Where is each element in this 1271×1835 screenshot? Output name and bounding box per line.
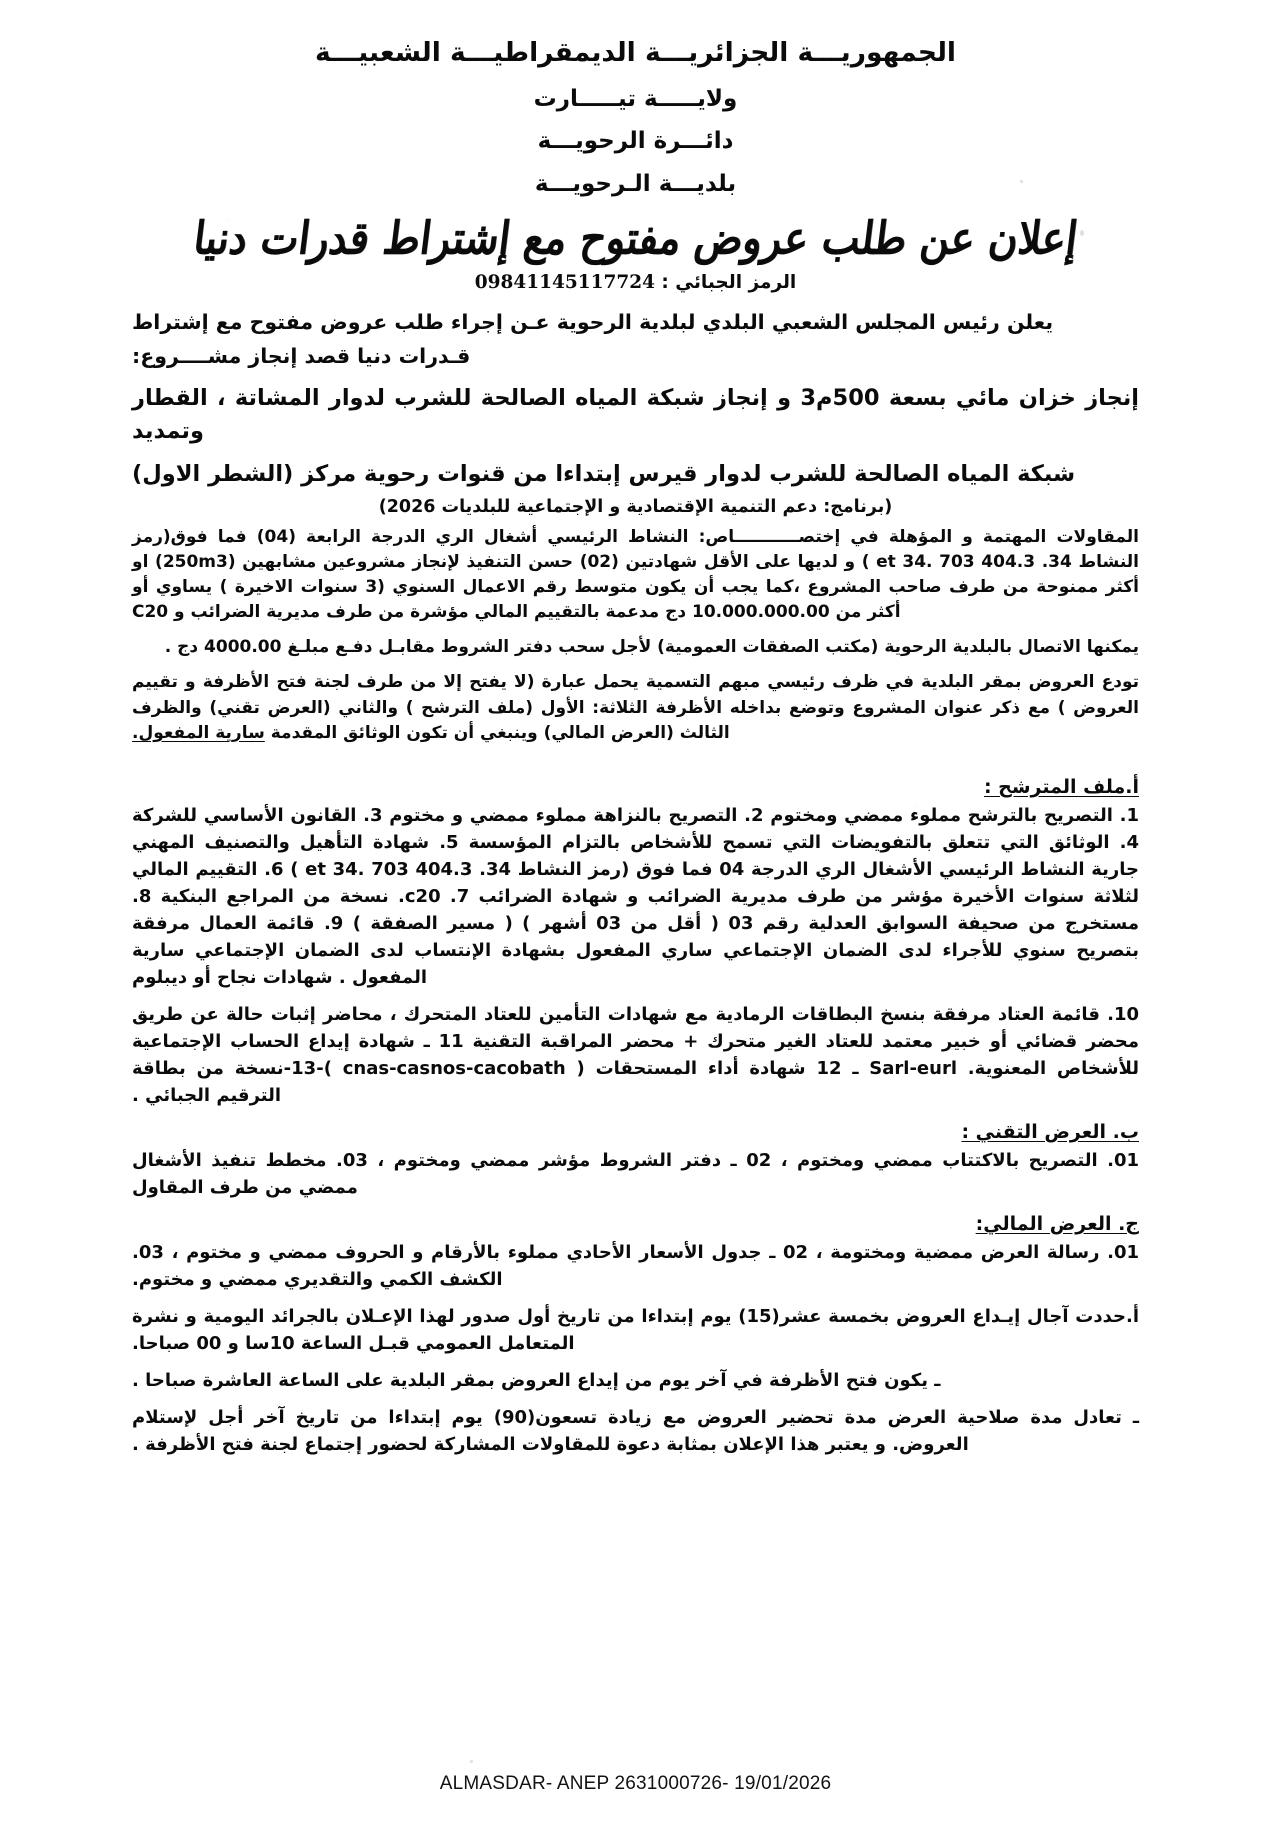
intro-line-2: قـدرات دنيا قصد إنجاز مشــــروع: xyxy=(132,344,471,369)
intro-line-1: يعلن رئيس المجلس الشعبي البلدي لبلدية الرحوية عـن إجراء طلب عروض مفتوح مع إشتراط xyxy=(132,309,1054,334)
tax-code-line xyxy=(132,272,1139,293)
candidate-file-items-cont: 10. قائمة العتاد مرفقة بنسخ البطاقات الرمادية مع شهادات التأمين للعتاد المتحرك ، محاضر إثبات حالة عن طريق محضر قضائي أو خبير معتمد للعتاد الغير متحرك + محضر المراقبة التقنية 11 ـ شهادة إيداع الحساب الإجتماعية للأشخاص المعنوية. Sarl-eurl ـ 12 شهادة أداء المستحقات ( cnas-casnos-cacobath )-13-نسخة من بطاقة الترقيم الجبائي . xyxy=(132,1003,1140,1106)
tax-code-number: 09841145117724 xyxy=(474,271,655,293)
technical-offer-items: 01. التصريح بالاكتتاب ممضي ومختوم ، 02 ـ دفتر الشروط مؤشر ممضي ومختوم ، 03. مخطط تنفيذ الأشغال ممضي من طرف المقاول xyxy=(132,1149,1140,1198)
candidate-file-items: 1. التصريح بالترشح مملوء ممضي ومختوم 2. التصريح بالنزاهة مملوء ممضي و مختوم 3. القانون الأساسي للشركة 4. الوثائق التي تتعلق بالتفويضات التي تسمح للأشخاص بالتزام المؤسسة 5. شهادة التأهيل والتصنيف المهني جارية النشاط الرئيسي الأشغال الري الدرجة 04 فما فوق (رمز النشاط 34. 404.3 et 34. 703 ) 6. التقييم المالي لثلاثة سنوات الأخيرة مؤشر من طرف مديرية الضرائب و شهادة الضرائب c20 .7. نسخة من المراجع البنكية 8. مستخرج من صحيفة السوابق العدلية رقم 03 ( أقل من 03 أشهر ) ( مسير الصفقة ) 9. قائمة العمال مرفقة بتصريح سنوي للأجراء لدى الضمان الإجتماعي ساري المفعول بشهادة الإنتساب لدى الضمان الإجتماعي سارية المفعول . شهادات نجاح أو ديبلوم xyxy=(132,804,1140,988)
candidate-file-heading: أ.ملف المترشح : xyxy=(983,775,1139,798)
financial-offer-items: 01. رسالة العرض ممضية ومختومة ، 02 ـ جدول الأسعار الأحادي مملوء بالأرقام و الحروف ممضي و مختوم ، 03. الكشف الكمي والتقديري ممضي و مختوم. xyxy=(132,1241,1139,1290)
financial-offer-heading: ج. العرض المالي: xyxy=(975,1212,1139,1235)
republic-line: الجمهوريـــة الجزائريـــة الديمقراطيـــة الشعبيـــة xyxy=(314,37,957,68)
conditions-spec-purchase: يمكنها الاتصال بالبلدية الرحوية (مكتب الصفقات العمومية) لأجل سحب دفتر الشروط مقابـل دفـع مبلـغ 4000.00 دج . xyxy=(164,637,1139,658)
deadline-opening: ـ يكون فتح الأظرفة في آخر يوم من إيداع العروض بمقر البلدية على الساعة العاشرة صباحا . xyxy=(132,1369,941,1391)
wilaya-line: ولايـــــة تيـــــارت xyxy=(533,85,738,112)
baladia-line: بلديـــة الـرحويـــة xyxy=(534,170,737,197)
announcement-title: إعلان عن طلب عروض مفتوح مع إشتراط قدرات دنيا xyxy=(190,211,1081,265)
conditions-validity-emph: سارية المفعول. xyxy=(132,722,265,743)
document-footer: ALMASDAR- ANEP 2631000726- 19/01/2026 xyxy=(439,1773,832,1794)
conditions-submission-text: تودع العروض بمقر البلدية في ظرف رئيسي مبهم التسمية يحمل عبارة (لا يفتح إلا من طرف لجنة فتح الأظرفة و تقييم العروض ) مع ذكر عنوان المشروع وتوضع بداخله الأظرفة الثلاثة: الأول (ملف الترشح ) والثاني (العرض تقني) والظرف الثالث (العرض المالي) وينبغي أن تكون الوثائق المقدمة xyxy=(132,672,1139,743)
deadline-submission: أ.حددت آجال إيـداع العروض بخمسة عشر(15) يوم إبتداءا من تاريخ أول صدور لهذا الإعـلان بالجرائد اليومية و نشرة المتعامل العمومي قبـل الساعة 10سا و 00 صباحا. xyxy=(132,1305,1139,1354)
project-line-1: إنجاز خزان مائي بسعة 500م3 و إنجاز شبكة المياه الصالحة للشرب لدوار المشاتة ، القطار وتمديد xyxy=(132,385,1139,444)
project-line-2: شبكة المياه الصالحة للشرب لدوار قيرس إبتداءا من قنوات رحوية مركز (الشطر الاول) xyxy=(132,460,1076,487)
document-header xyxy=(132,34,1139,201)
conditions-submission xyxy=(132,670,1139,745)
tax-code-label: الرمز الجبائي : xyxy=(661,271,797,293)
deadline-validity: ـ تعادل مدة صلاحية العرض مدة تحضير العروض مع زيادة تسعون(90) يوم إبتداءا من تاريخ آخر أجل لإستلام العروض. و يعتبر هذا الإعلان بمثابة دعوة للمقاولات المشاركة لحضور إجتماع لجنة فتح الأظرفة . xyxy=(132,1406,1140,1455)
conditions-qualification: المقاولات المهتمة و المؤهلة في إختصـــــــــــاص: النشاط الرئيسي أشغال الري الدرجة الرابعة (04) فما فوق(رمز النشاط 34. 404.3 et 34. 703 ) و لديها على الأقل شهادتين (02) حسن التنفيذ لإنجاز مشروعين مشابهين (250m3) او أكثر ممنوحة من طرف صاحب المشروع ،كما يجب أن يكون متوسط رقم الاعمال السنوي (3 سنوات الاخيرة ) يساوي أو أكثر من 10.000.000.00 دج مدعمة بالتقييم المالي مؤشرة من طرف مديرية الضرائب و C20 xyxy=(132,526,1139,623)
technical-offer-heading: ب. العرض التقني : xyxy=(961,1120,1139,1143)
project-program: (برنامج: دعم التنمية الإقتصادية و الإجتماعية للبلديات 2026) xyxy=(378,496,893,517)
daira-line: دائـــرة الرحويـــة xyxy=(537,128,734,155)
